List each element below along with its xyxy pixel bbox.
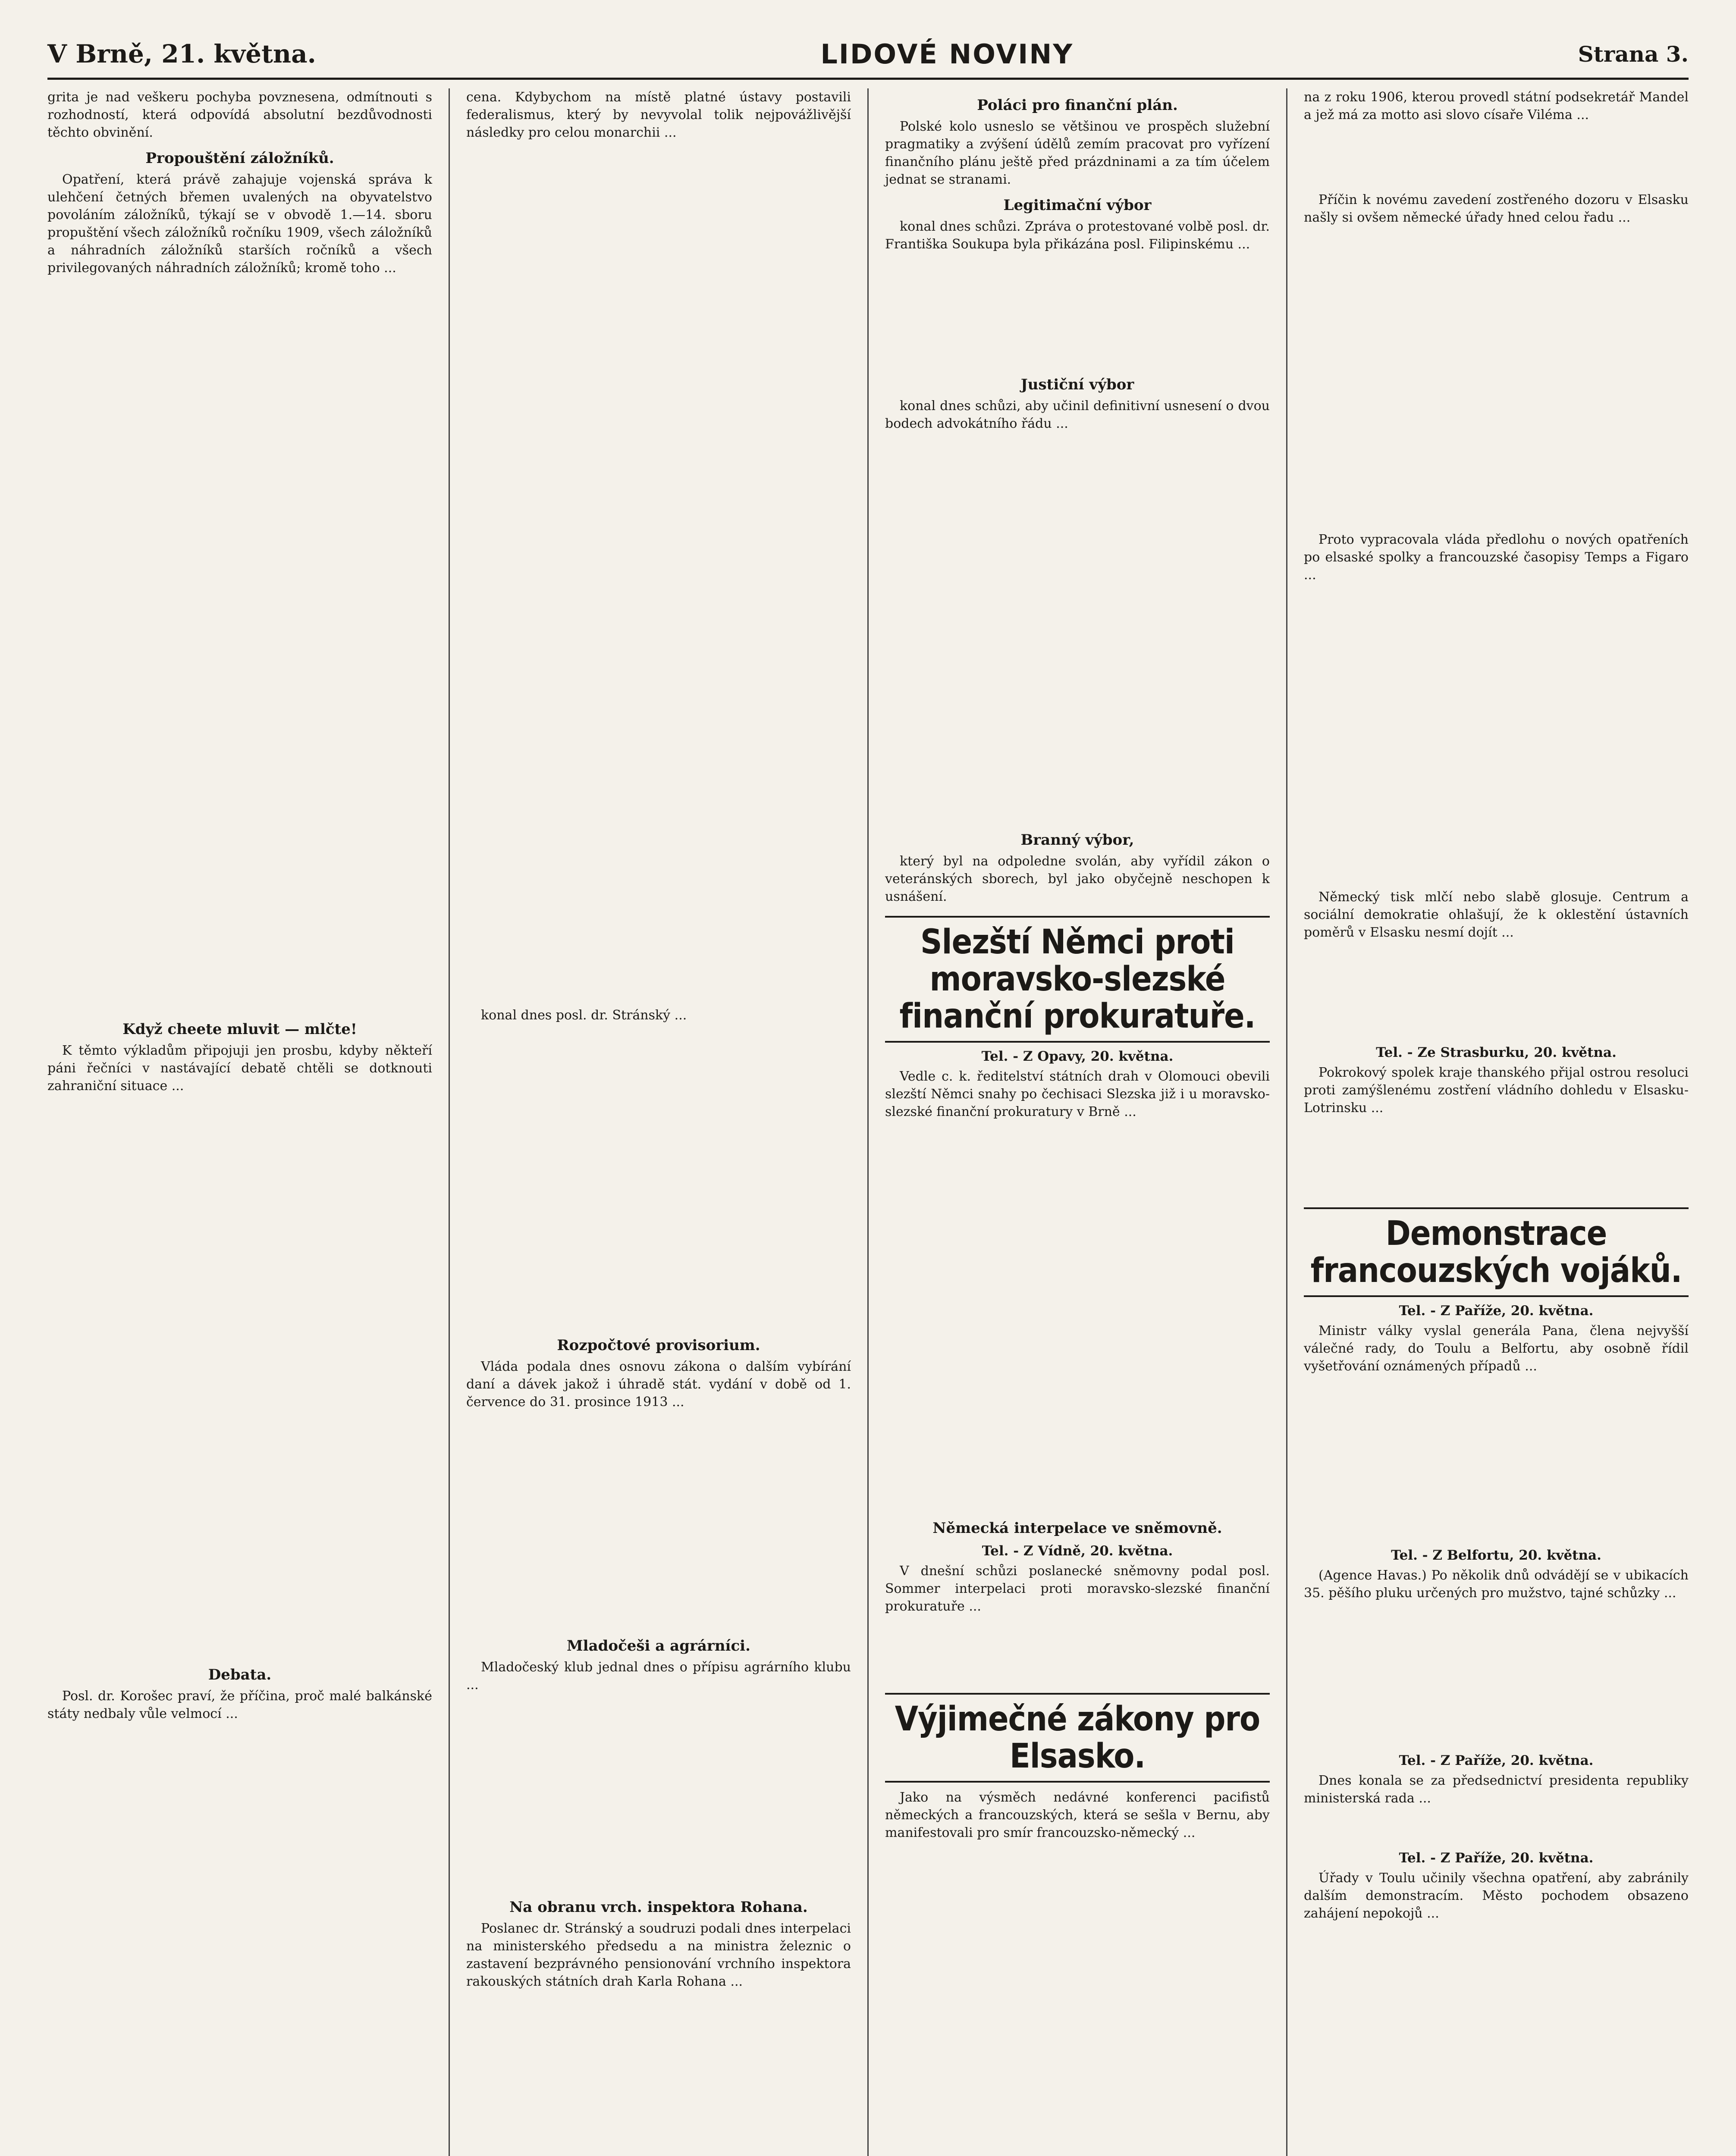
article-heading: Poláci pro finanční plán. — [977, 97, 1178, 114]
article-text: Jako na výsměch nedávné konferenci pacifistů německých a francouzských, která se sešla v Bernu, aby manifestovali pro smír francouzsko-německý ... — [885, 1790, 1270, 1840]
masthead: LIDOVÉ NOVINY — [820, 38, 1074, 70]
columns — [47, 88, 1689, 2156]
article-text: Vedle c. k. ředitelství státních drah v Olomouci obevili slezští Němci snahy po čechisaci Slezska již i u moravsko-slezské finanční prokuratury v Brně ... — [885, 1069, 1270, 1119]
article-text: grita je nad veškeru pochyba povznesena, odmítnouti s rozhodností, která odpovídá absolutní bezdůvodnosti těchto obvinění. — [47, 90, 432, 140]
column-3 — [867, 88, 1286, 2156]
column-1 — [47, 88, 449, 2156]
article-text: Polské kolo usneslo se většinou ve prospěch služební pragmatiky a zvýšení údělů zemím pracovat pro vyřízení finančního plánu ještě před prázdninami a za tím účelem jednat se stranami. — [885, 119, 1270, 187]
article-text: který byl na odpoledne svolán, aby vyřídil zákon o veteránských sborech, byl jako obyčejně neschopen k usnášení. — [885, 854, 1270, 904]
dateline: Tel. - Z Paříže, 20. května. — [1399, 1753, 1594, 1768]
article-heading: Justiční výbor — [1020, 376, 1134, 393]
headline: Demonstrace francouzských vojáků. — [1304, 1207, 1689, 1297]
article-heading: Debata. — [208, 1666, 272, 1683]
dateline: Tel. - Z Opavy, 20. května. — [981, 1049, 1174, 1064]
page-header — [47, 30, 1689, 80]
column-2 — [449, 88, 867, 2156]
dateline: Tel. - Z Paříže, 20. května. — [1399, 1850, 1594, 1866]
issue-date: V Brně, 21. května. — [47, 39, 316, 69]
article-text: Příčin k novému zavedení zostřeného dozoru v Elsasku našly si ovšem německé úřady hned celou řadu ... — [1304, 192, 1689, 225]
article-text: V dnešní schůzi poslanecké sněmovny podal posl. Sommer interpelaci proti moravsko-slezské finanční prokuratuře ... — [885, 1564, 1270, 1614]
dateline: Tel. - Z Belfortu, 20. května. — [1391, 1548, 1601, 1563]
article-text: cena. Kdybychom na místě platné ústavy postavili federalismus, který by nevyvolal tolik nejpovážlivější následky pro celou monarchii ... — [466, 90, 851, 140]
article-text: Německý tisk mlčí nebo slabě glosuje. Centrum a sociální demokratie ohlašují, že k oklestění ústavních poměrů v Elsasku nesmí dojít ... — [1304, 890, 1689, 940]
article-text: Proto vypracovala vláda předlohu o nových opatřeních po elsaské spolky a francouzské časopisy Temps a Figaro ... — [1304, 532, 1689, 583]
article-text: Pokrokový spolek kraje thanského přijal ostrou resoluci proti zamýšlenému zostření vládního dohledu v Elsasku-Lotrinsku ... — [1304, 1065, 1689, 1116]
article-text: Poslanec dr. Stránský a soudruzi podali dnes interpelaci na ministerského předsedu a na ministra železnic o zastavení bezprávného pensionování vrchního inspektora rakouských státních drah Karla Rohana ... — [466, 1921, 851, 1989]
dateline: Tel. - Z Vídně, 20. května. — [982, 1543, 1173, 1559]
headline: Výjimečné zákony pro Elsasko. — [885, 1693, 1270, 1783]
article-heading: Na obranu vrch. inspektora Rohana. — [509, 1899, 808, 1916]
article-text: Vláda podala dnes osnovu zákona o dalším vybírání daní a dávek jakož i úhradě stát. vydání v době od 1. července do 31. prosince 1913 ... — [466, 1359, 851, 1410]
article-text: (Agence Havas.) Po několik dnů odvádějí se v ubikacích 35. pěšího pluku určených pro mužstvo, tajné schůzky ... — [1304, 1568, 1689, 1601]
dateline: Tel. - Z Paříže, 20. května. — [1399, 1303, 1594, 1319]
headline: Slezští Němci proti moravsko-slezské finanční prokuratuře. — [885, 916, 1270, 1043]
article-heading: Mladočeši a agrárníci. — [567, 1637, 750, 1655]
article-text: Mladočeský klub jednal dnes o přípisu agrárního klubu ... — [466, 1660, 851, 1692]
page-number: Strana 3. — [1578, 41, 1689, 67]
article-heading: Německá interpelace ve sněmovně. — [932, 1520, 1222, 1537]
article-heading: Branný výbor, — [1020, 831, 1134, 849]
article-text: na z roku 1906, kterou provedl státní podsekretář Mandel a jež má za motto asi slovo císaře Viléma ... — [1304, 90, 1689, 122]
article-text: Posl. dr. Korošec praví, že příčina, proč malé balkánské státy nedbaly vůle velmocí ... — [47, 1689, 432, 1721]
article-text: Dnes konala se za předsednictví presidenta republiky ministerská rada ... — [1304, 1773, 1689, 1806]
article-text: konal dnes posl. dr. Stránský ... — [481, 1008, 687, 1023]
article-text: Úřady v Toulu učinily všechna opatření, aby zabránily dalším demonstracím. Město pochodem obsazeno zahájení nepokojů ... — [1304, 1871, 1689, 1921]
article-text: konal dnes schůzi, aby učinil definitivní usnesení o dvou bodech advokátního řádu ... — [885, 398, 1270, 431]
article-text: Ministr války vyslal generála Pana, člena nejvyšší válečné rady, do Toulu a Belfortu, aby osobně řídil vyšetřování oznámených případů ... — [1304, 1323, 1689, 1374]
article-text: konal dnes schůzi. Zpráva o protestované volbě posl. dr. Františka Soukupa byla přikázána posl. Filipinskému ... — [885, 219, 1270, 252]
article-heading: Propouštění záložníků. — [145, 150, 334, 167]
article-heading: Když cheete mluvit — mlčte! — [122, 1021, 357, 1038]
dateline: Tel. - Ze Strasburku, 20. května. — [1376, 1045, 1617, 1060]
article-text: Opatření, která právě zahajuje vojenská správa k ulehčení četných břemen uvalených na obyvatelstvo povoláním záložníků, týkají se v obvodě 1.—14. sboru propuštění všech záložníků ročníku 1909, všech záložníků a náhradních záložníků starších ročníků a všech privilegovaných náhradních záložníků; kromě toho ... — [47, 172, 432, 276]
article-text: K těmto výkladům připojuji jen prosbu, kdyby někteří páni řečníci v nastávající debatě chtěli se dotknouti zahraniční situace ... — [47, 1043, 432, 1094]
column-4 — [1286, 88, 1689, 2156]
article-heading: Legitimační výbor — [1003, 197, 1152, 214]
article-heading: Rozpočtové provisorium. — [557, 1337, 760, 1354]
